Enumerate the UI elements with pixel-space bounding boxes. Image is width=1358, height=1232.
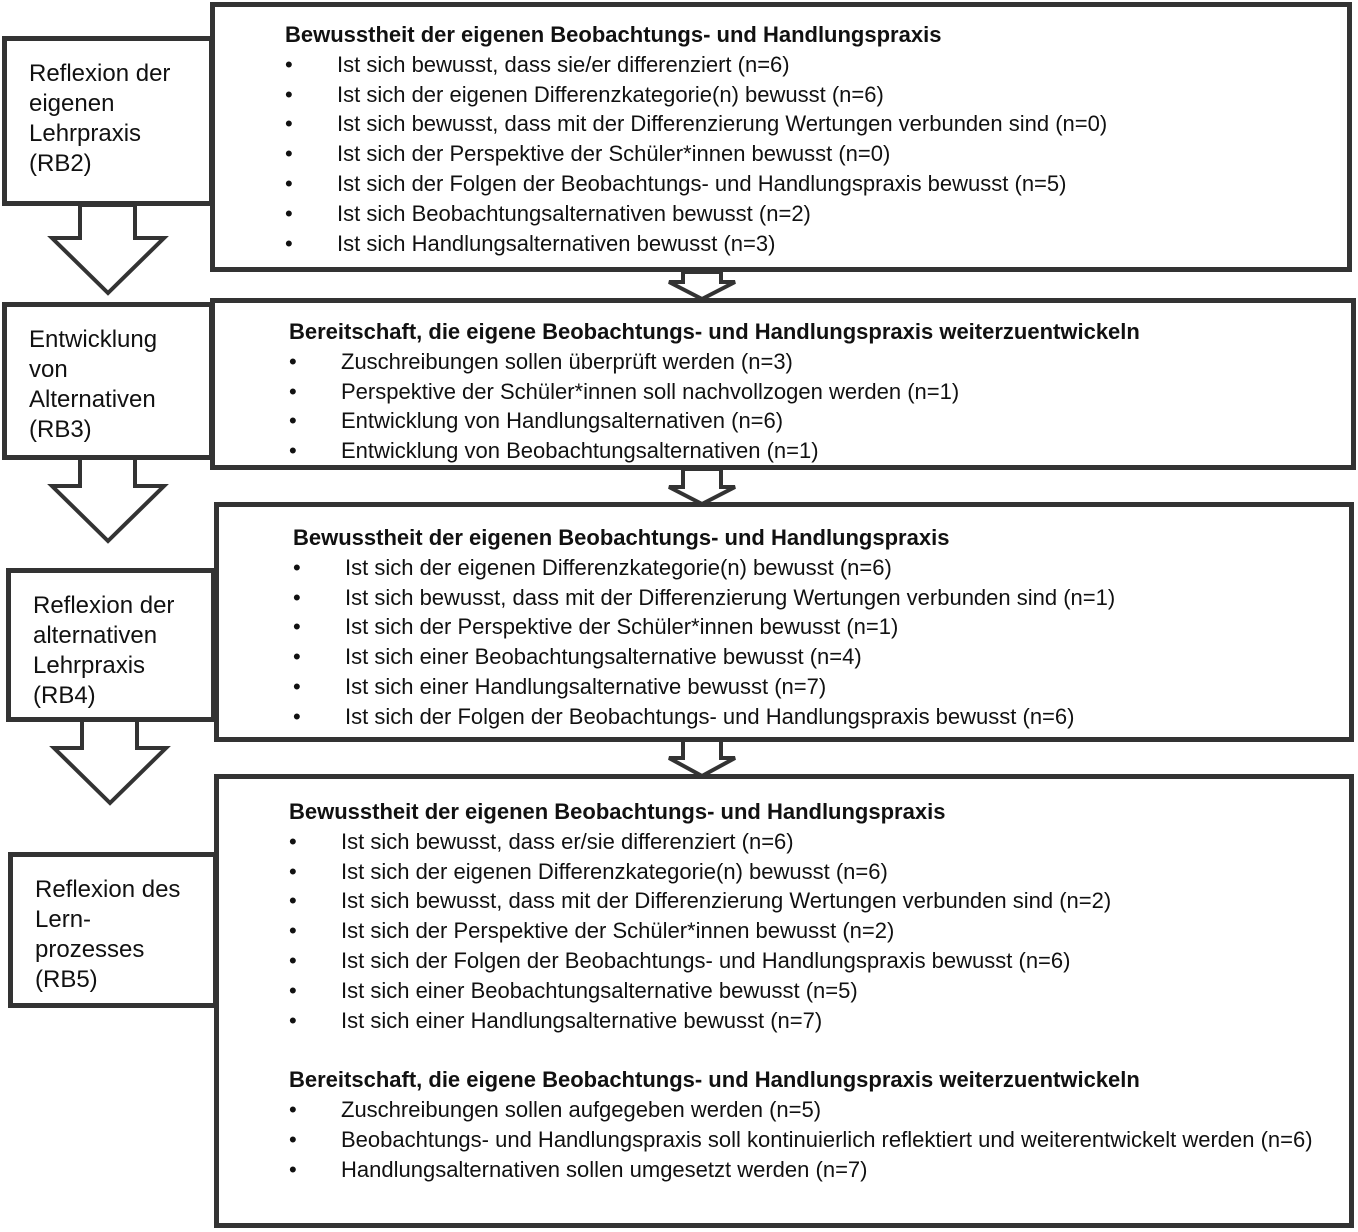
stage-line: (RB3) [29,416,92,443]
list-item [285,80,1339,110]
list-item [289,377,1343,407]
stage-line: Reflexion des [35,876,181,903]
item-text: Perspektive der Schüler*innen soll nachvollzogen werden (n=1) [341,378,960,404]
bullet-icon: • [285,200,293,226]
section-title: Bewusstheit der eigenen Beobachtungs- und Handlungspraxis [293,525,950,550]
item-list [289,827,1337,1036]
item-list [289,1095,1337,1184]
item-text: Ist sich einer Handlungsalternative bewusst (n=7) [345,673,827,699]
item-text: Zuschreibungen sollen aufgegeben werden (n=5) [341,1097,822,1123]
list-item [289,857,1337,887]
stage-line: alternativen [33,622,158,649]
item-text: Entwicklung von Beobachtungsalternativen (n=1) [341,438,819,464]
list-item [285,199,1339,229]
list-item [293,702,1341,732]
item-list [285,50,1339,259]
section-title: Bewusstheit der eigenen Beobachtungs- und Handlungspraxis [289,799,946,824]
bullet-icon: • [289,1126,297,1152]
item-text: Ist sich bewusst, dass mit der Differenzierung Wertungen verbunden sind (n=2) [341,888,1112,914]
down-arrow-large-3 [54,719,166,803]
list-item [289,886,1337,916]
list-item [289,406,1343,436]
bullet-icon: • [289,828,297,854]
item-text: Ist sich Beobachtungsalternativen bewusst (n=2) [337,200,811,226]
list-item [289,1125,1337,1155]
content-box-rb2 [210,2,1352,272]
list-item [289,436,1343,466]
stage-line: eigenen [29,90,115,117]
list-item [293,672,1341,702]
list-item [289,916,1337,946]
bullet-icon: • [289,918,297,944]
list-item [293,612,1341,642]
item-text: Ist sich der Perspektive der Schüler*innen bewusst (n=0) [337,141,891,167]
content-box-rb4 [214,502,1354,742]
bullet-icon: • [289,348,297,374]
down-arrow-small-1 [669,272,735,299]
bullet-icon: • [285,51,293,77]
section-title: Bereitschaft, die eigene Beobachtungs- und Handlungspraxis weiterzuentwickeln [289,319,1140,344]
bullet-icon: • [289,858,297,884]
stage-line: prozesses [35,936,145,963]
down-arrow-small-3 [669,740,735,776]
item-text: Ist sich der Perspektive der Schüler*innen bewusst (n=2) [341,918,895,944]
stage-box-rb2 [2,36,214,206]
list-item [289,976,1337,1006]
list-item [293,583,1341,613]
stage-box-rb3 [2,302,214,460]
list-item [285,109,1339,139]
bullet-icon: • [285,111,293,137]
stage-line: (RB4) [33,682,96,709]
item-text: Ist sich der eigenen Differenzkategorie(n) bewusst (n=6) [337,81,884,107]
section-title: Bewusstheit der eigenen Beobachtungs- und Handlungspraxis [285,22,942,47]
stage-line: (RB2) [29,150,92,177]
bullet-icon: • [289,378,297,404]
bullet-icon: • [285,81,293,107]
bullet-icon: • [293,614,301,640]
stage-line: Lehrpraxis [33,652,146,679]
bullet-icon: • [293,584,301,610]
bullet-icon: • [289,408,297,434]
item-text: Ist sich bewusst, dass mit der Differenzierung Wertungen verbunden sind (n=0) [337,111,1108,137]
list-item [289,347,1343,377]
stage-box-rb4 [6,568,216,722]
item-text: Ist sich einer Beobachtungsalternative bewusst (n=5) [341,977,858,1003]
list-item [289,1155,1337,1185]
stage-line: Reflexion der [33,592,175,619]
list-item [289,1006,1337,1036]
stage-line: Alternativen [29,386,156,413]
item-text: Ist sich Handlungsalternativen bewusst (n=3) [337,230,776,256]
bullet-icon: • [289,977,297,1003]
bullet-icon: • [289,947,297,973]
item-text: Ist sich einer Handlungsalternative bewusst (n=7) [341,1007,823,1033]
section-gap [289,1035,1337,1065]
list-item [285,139,1339,169]
down-arrow-small-2 [669,469,735,504]
stage-line: Lern- [35,906,92,933]
bullet-icon: • [285,141,293,167]
item-text: Ist sich einer Beobachtungsalternative bewusst (n=4) [345,644,862,670]
item-text: Ist sich bewusst, dass sie/er differenziert (n=6) [337,51,790,77]
bullet-icon: • [293,554,301,580]
bullet-icon: • [285,230,293,256]
list-item [285,50,1339,80]
stage-line: Entwicklung [29,326,158,353]
item-text: Ist sich bewusst, dass er/sie differenziert (n=6) [341,828,794,854]
bullet-icon: • [289,1097,297,1123]
list-item [289,1095,1337,1125]
list-item [285,229,1339,259]
item-text: Ist sich der Perspektive der Schüler*innen bewusst (n=1) [345,614,899,640]
item-text: Entwicklung von Handlungsalternativen (n=6) [341,408,784,434]
item-text: Ist sich der Folgen der Beobachtungs- und Handlungspraxis bewusst (n=5) [337,170,1067,196]
item-list [293,553,1341,732]
item-text: Ist sich bewusst, dass mit der Differenzierung Wertungen verbunden sind (n=1) [345,584,1116,610]
stage-line: Lehrpraxis [29,120,142,147]
item-text: Ist sich der Folgen der Beobachtungs- und Handlungspraxis bewusst (n=6) [341,947,1071,973]
bullet-icon: • [289,438,297,464]
item-text: Beobachtungs- und Handlungspraxis soll kontinuierlich reflektiert und weiterentwickelt werden (n=6) [341,1126,1313,1152]
bullet-icon: • [293,644,301,670]
bullet-icon: • [293,703,301,729]
list-item [289,946,1337,976]
content-box-rb5 [214,774,1354,1228]
stage-box-rb5 [8,852,218,1008]
stage-line: Reflexion der [29,60,171,87]
list-item [293,642,1341,672]
item-text: Handlungsalternativen sollen umgesetzt werden (n=7) [341,1156,868,1182]
bullet-icon: • [285,170,293,196]
item-list [289,347,1343,466]
stage-line: (RB5) [35,966,98,993]
down-arrow-large-2 [52,458,164,541]
down-arrow-large-1 [52,205,164,293]
bullet-icon: • [289,888,297,914]
bullet-icon: • [293,673,301,699]
item-text: Zuschreibungen sollen überprüft werden (n=3) [341,348,793,374]
item-text: Ist sich der Folgen der Beobachtungs- und Handlungspraxis bewusst (n=6) [345,703,1075,729]
list-item [293,553,1341,583]
bullet-icon: • [289,1156,297,1182]
list-item [285,169,1339,199]
bullet-icon: • [289,1007,297,1033]
item-text: Ist sich der eigenen Differenzkategorie(n) bewusst (n=6) [341,858,888,884]
stage-line: von [29,356,68,383]
content-box-rb3 [210,298,1356,470]
section-title: Bereitschaft, die eigene Beobachtungs- und Handlungspraxis weiterzuentwickeln [289,1067,1140,1093]
list-item [289,827,1337,857]
item-text: Ist sich der eigenen Differenzkategorie(n) bewusst (n=6) [345,554,892,580]
